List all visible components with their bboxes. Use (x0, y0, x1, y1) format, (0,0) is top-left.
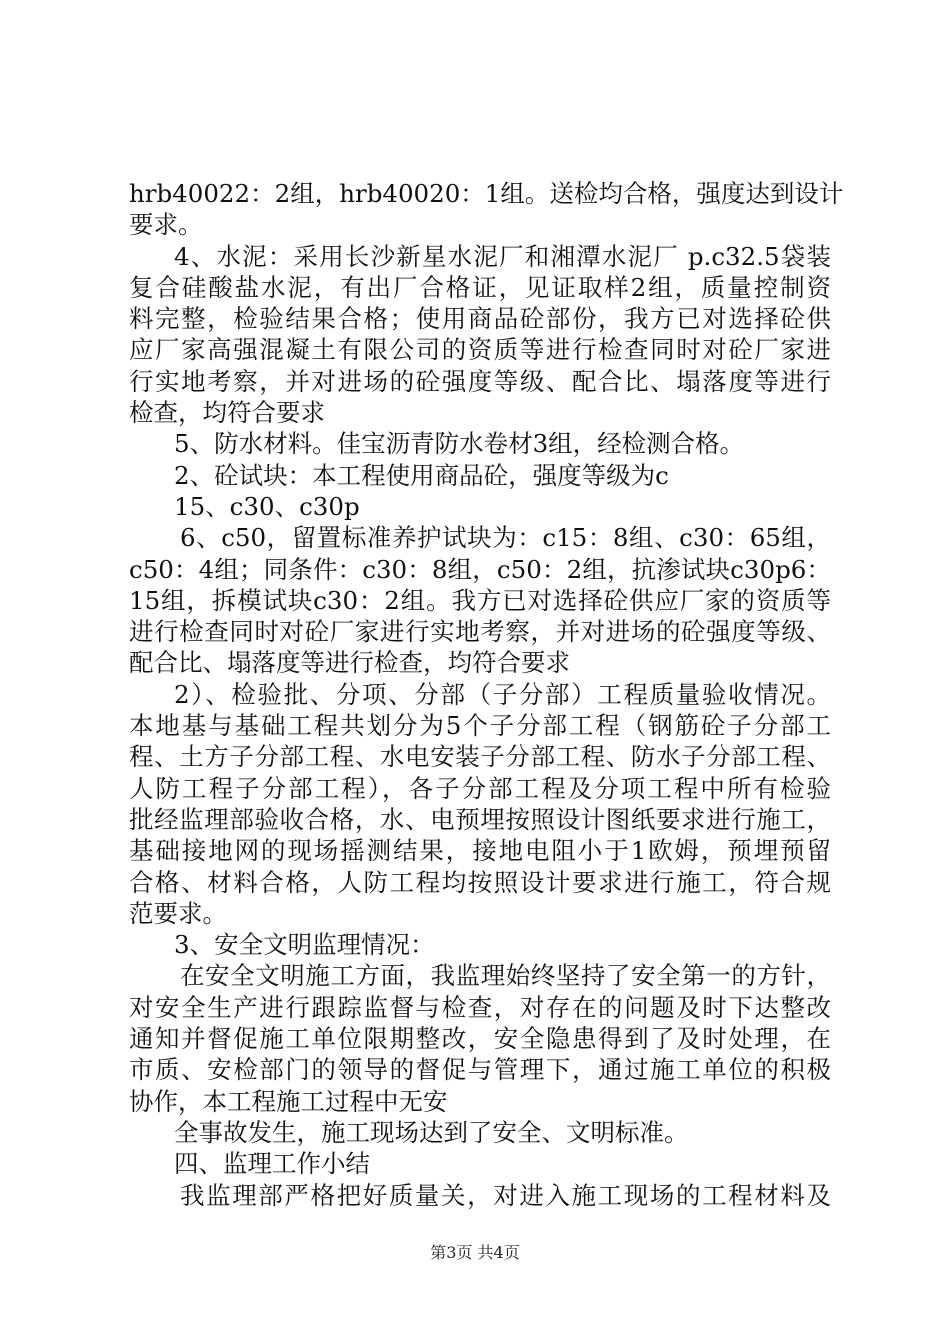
text-line: 全事故发生，施工现场达到了安全、文明标准。 (174, 1117, 689, 1147)
text-line: hrb40022：2组，hrb40020：1组。送检均合格，强度达到设计 (129, 179, 844, 208)
page-number-footer: 第3页 共4页 (430, 1243, 520, 1262)
text-line: 通知并督促施工单位限期整改，安全隐患得到了及时处理，在 (129, 1024, 831, 1054)
text-line: c50：4组；同条件：c30：8组，c50：2组，抗渗试块c30p6： (129, 554, 831, 584)
text-line: 协作，本工程施工过程中无安 (129, 1086, 448, 1116)
text-line: 对安全生产进行跟踪监督与检查，对存在的问题及时下达整改 (129, 992, 831, 1022)
text-line: 范要求。 (129, 898, 227, 928)
text-line: 程、土方子分部工程、水电安装子分部工程、防水子分部工程、 (129, 742, 831, 772)
text-line: 在安全文明施工方面，我监理始终坚持了安全第一的方针， (180, 961, 831, 991)
text-line: 批经监理部验收合格，水、电预埋按照设计图纸要求进行施工， (129, 804, 831, 834)
section-heading: 四、监理工作小结 (174, 1149, 370, 1179)
text-line: 配合比、塌落度等进行检查，均符合要求 (129, 648, 570, 678)
text-line: 料完整，检验结果合格；使用商品砼部份，我方已对选择砼供 (129, 304, 831, 334)
text-line: 2）、检验批、分项、分部（子分部）工程质量验收情况。 (174, 679, 831, 709)
text-line: 15组，拆模试块c30：2组。我方已对选择砼供应厂家的资质等 (129, 585, 831, 615)
text-line: 检查，均符合要求 (129, 398, 325, 428)
text-line: 3、安全文明监理情况： (174, 930, 435, 960)
text-line: 5、防水材料。佳宝沥青防水卷材3组，经检测合格。 (174, 429, 745, 459)
text-line: 要求。 (129, 210, 203, 240)
text-line: 进行检查同时对砼厂家进行实地考察，并对进场的砼强度等级、 (129, 617, 831, 647)
text-line: 2、砼试块：本工程使用商品砼，强度等级为c (174, 460, 669, 490)
text-line: 本地基与基础工程共划分为5个子分部工程（钢筋砼子分部工 (129, 711, 831, 741)
text-line: 合格、材料合格，人防工程均按照设计要求进行施工，符合规 (129, 867, 831, 897)
text-line: 行实地考察，并对进场的砼强度等级、配合比、塌落度等进行 (129, 366, 831, 396)
text-line: 6、c50，留置标准养护试块为：c15：8组、c30：65组， (180, 523, 831, 553)
text-line: 人防工程子分部工程），各子分部工程及分项工程中所有检验 (129, 773, 831, 803)
text-line: 我监理部严格把好质量关，对进入施工现场的工程材料及 (180, 1180, 831, 1210)
text-line: 市质、安检部门的领导的督促与管理下，通过施工单位的积极 (129, 1055, 831, 1085)
text-line: 4、水泥：采用长沙新星水泥厂和湘潭水泥厂 p.c32.5袋装 (174, 241, 831, 271)
text-line: 复合硅酸盐水泥，有出厂合格证，见证取样2组，质量控制资 (129, 272, 831, 302)
text-line: 15、c30、c30p (174, 491, 360, 521)
text-line: 基础接地网的现场摇测结果，接地电阻小于1欧姆，预埋预留 (129, 836, 831, 866)
text-line: 应厂家高强混凝土有限公司的资质等进行检查同时对砼厂家进 (129, 335, 831, 365)
document-body (129, 178, 844, 1211)
